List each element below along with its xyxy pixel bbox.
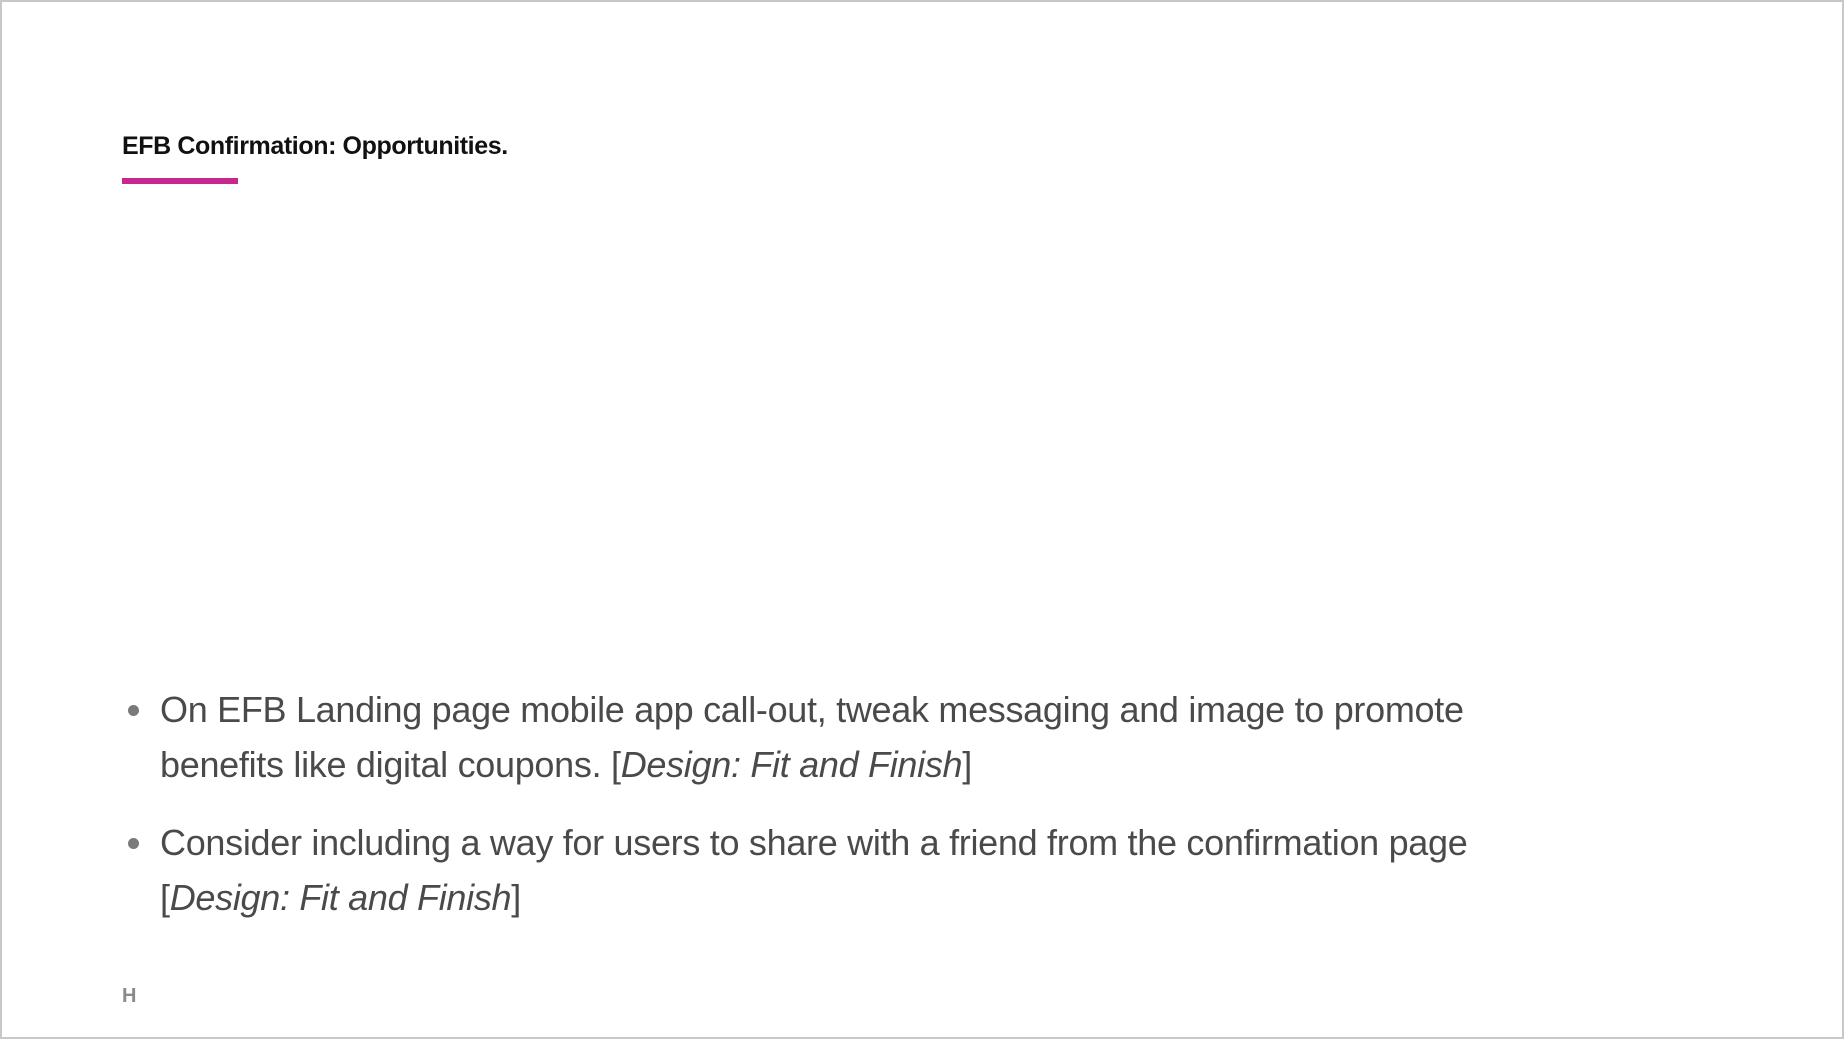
bullet-list <box>122 682 1562 948</box>
bullet-dot-icon <box>128 705 139 716</box>
bullet-tag: Design: Fit and Finish <box>169 877 512 918</box>
bullet-item <box>122 815 1562 925</box>
title-accent-rule <box>122 178 238 184</box>
bullet-tag: Design: Fit and Finish <box>620 744 963 785</box>
bullet-text: Consider including a way for users to share with a friend from the confirmation page [ <box>160 822 1468 918</box>
bullet-item <box>122 682 1562 792</box>
bullet-bracket-close: ] <box>962 744 972 785</box>
bullet-text: On EFB Landing page mobile app call-out, tweak messaging and image to promote benefits like digital coupons. [ <box>160 689 1464 785</box>
slide-title: EFB Confirmation: Opportunities. <box>122 132 508 160</box>
bullet-dot-icon <box>128 838 139 849</box>
brand-logo: H <box>122 985 137 1007</box>
bullet-bracket-close: ] <box>511 877 521 918</box>
